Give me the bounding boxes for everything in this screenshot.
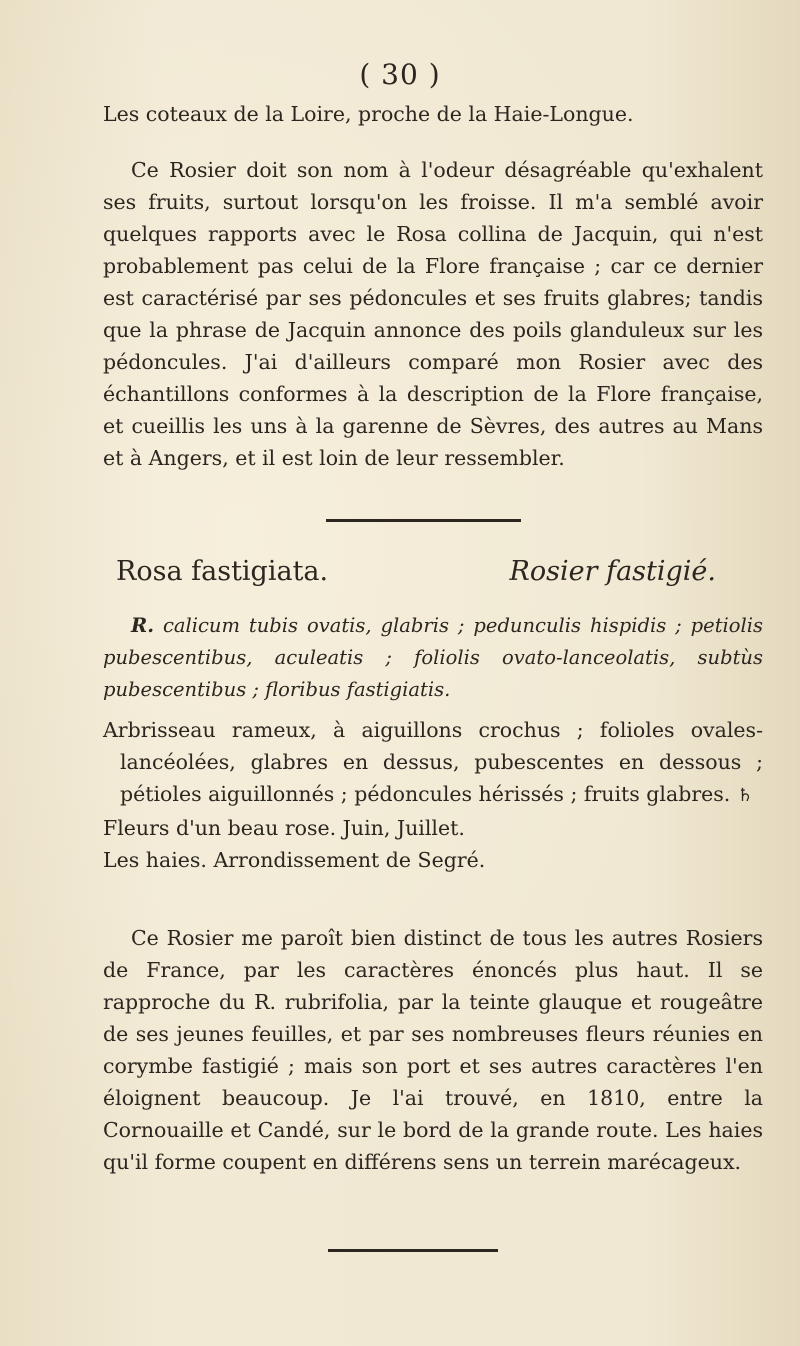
bottom-rule: [328, 1249, 498, 1252]
diagnosis-text: calicum tubis ovatis, glabris ; pedunculis hispidis ; petiolis pubescentibus, aculeatis ; foliolis ovato-lanceolatis, subtùs pubescentibus ; floribus fastigiatis.: [103, 614, 763, 701]
flowering-line: Fleurs d'un beau rose. Juin, Juillet.: [103, 816, 465, 840]
genus-abbreviation: R.: [131, 614, 154, 637]
french-name: Rosier fastigié.: [509, 556, 716, 587]
habitat-line: Les haies. Arrondissement de Segré.: [103, 848, 486, 872]
page-number: ( 30 ): [359, 58, 441, 91]
species-heading: [116, 556, 716, 596]
description-text: Arbrisseau rameux, à aiguillons crochus ; folioles ovales-lancéolées, glabres en dessus, pubescentes en dessous ; pétioles aiguillonnés ; pédoncules hérissés ; fruits glabres.: [103, 718, 763, 806]
shrub-symbol-icon: ♄: [736, 785, 753, 806]
paragraph-comparison: [103, 922, 763, 1178]
section-rule: [326, 519, 521, 522]
description-main: [103, 714, 763, 812]
description-block: [103, 714, 763, 876]
latin-name: Rosa fastigiata.: [116, 556, 329, 587]
latin-diagnosis: [103, 610, 763, 706]
comparison-text: Ce Rosier me paroît bien distinct de tous les autres Rosiers de France, par les caractères énoncés plus haut. Il se rapproche du R. rubrifolia, par la teinte glauque et rougeâtre de ses jeunes feuilles, et par ses nombreuses fleurs réunies en corymbe fastigié ; mais son port et ses autres caractères l'en éloignent beaucoup. Je l'ai trouvé, en 1810, entre la Cornouaille et Candé, sur le bord de la grande route. Les haies qu'il forme coupent en différens sens un terrein marécageux.: [103, 926, 763, 1174]
odour-text: Ce Rosier doit son nom à l'odeur désagréable qu'exhalent ses fruits, surtout lorsqu'on les froisse. Il m'a semblé avoir quelques rapports avec le Rosa collina de Jacquin, qui n'est probablement pas celui de la Flore française ; car ce dernier est caractérisé par ses pédoncules et ses fruits glabres; tandis que la phrase de Jacquin annonce des poils glanduleux sur les pédoncules. J'ai d'ailleurs comparé mon Rosier avec des échantillons conformes à la description de la Flore française, et cueillis les uns à la garenne de Sèvres, des autres au Mans et à Angers, et il est loin de leur ressembler.: [103, 158, 763, 470]
locality-line: Les coteaux de la Loire, proche de la Haie-Longue.: [103, 102, 634, 126]
paragraph-locality: [103, 98, 763, 130]
paragraph-odour: [103, 154, 763, 474]
